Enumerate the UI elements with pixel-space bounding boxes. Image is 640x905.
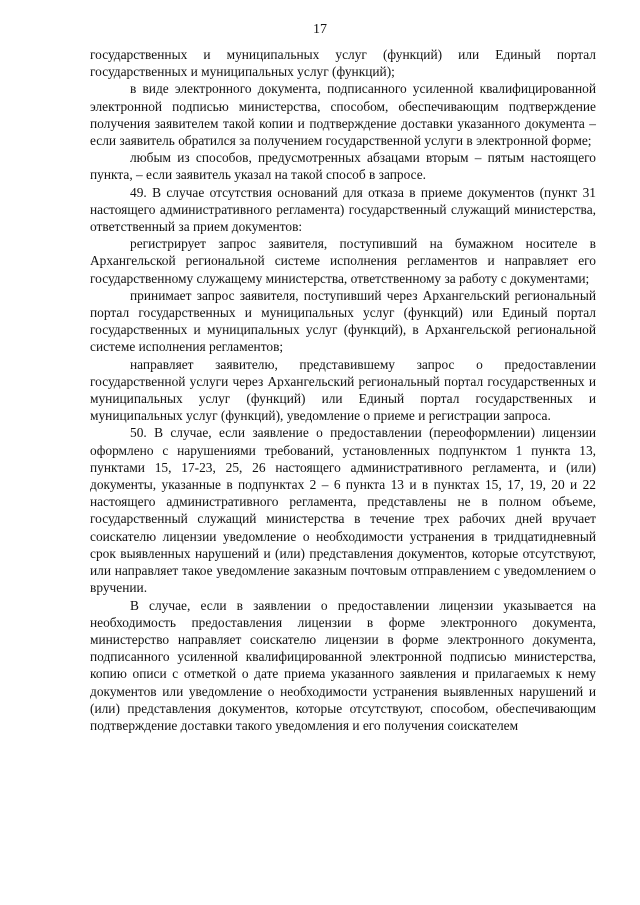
paragraph-item-50: 50. В случае, если заявление о предоставлении (переоформлении) лицензии оформлено с нарушениями требований, установленных подпунктом 1 пункта 13, пунктами 15, 17-23, 25, 26 настоящего административного регламента, и (или) документы, указанные в подпунктах 2 – 6 пункта 13 и в пунктах 15, 17, 19, 20 и 22 настоящего административного регламента, представлены не в полном объеме, государственный служащий министерства в течение трех рабочих дней вручает соискателю лицензии уведомление о необходимости устранения в тридцатидневный срок выявленных нарушений и (или) представления документов, которые отсутствуют, или направляет такое уведомление заказным почтовым отправлением с уведомлением о вручении.	[90, 425, 596, 596]
paragraph-sends-notification: направляет заявителю, представившему запрос о предоставлении государственной услуги через Архангельский региональный портал государственных и муниципальных услуг (функций) или Единый портал государственных и муниципальных услуг (функций), уведомление о приеме и регистрации запроса.	[90, 356, 596, 424]
paragraph-registers-request: регистрирует запрос заявителя, поступивший на бумажном носителе в Архангельской региональной системе исполнения регламентов и направляет его государственному служащему министерства, ответственному за работу с документами;	[90, 236, 596, 286]
paragraph-any-method: любым из способов, предусмотренных абзацами вторым – пятым настоящего пункта, – если заявитель указал на такой способ в запросе.	[90, 150, 596, 183]
paragraph-accepts-request: принимает запрос заявителя, поступивший через Архангельский региональный портал государственных и муниципальных услуг (функций) или Единый портал государственных и муниципальных услуг (функций), в Архангельской региональной системе исполнения регламентов;	[90, 287, 596, 355]
paragraph-continuation: государственных и муниципальных услуг (функций) или Единый портал государственных и муниципальных услуг (функций);	[90, 47, 596, 80]
paragraph-electronic-license: В случае, если в заявлении о предоставлении лицензии указывается на необходимость предоставления лицензии в форме электронного документа, министерство направляет соискателю лицензии в форме электронного документа, подписанного усиленной квалифицированной электронной подписью министерства, копию описи с отметкой о дате приема указанного заявления и прилагаемых к нему документов или уведомление о необходимости устранения выявленных нарушений и (или) представления документов, которые отсутствуют, способом, обеспечивающим подтверждение доставки такого уведомления и его получения соискателем	[90, 597, 596, 733]
document-body	[90, 46, 596, 734]
paragraph-electronic-document: в виде электронного документа, подписанного усиленной квалифицированной электронной подписью министерства, способом, обеспечивающим подтверждение получения заявителем такой копии и подтверждение доставки указанного документа – если заявитель обратился за получением государственной услуги в электронной форме;	[90, 81, 596, 149]
page-number: 17	[313, 22, 327, 37]
paragraph-item-49: 49. В случае отсутствия оснований для отказа в приеме документов (пункт 31 настоящего административного регламента) государственный служащий министерства, ответственный за прием документов:	[90, 184, 596, 235]
